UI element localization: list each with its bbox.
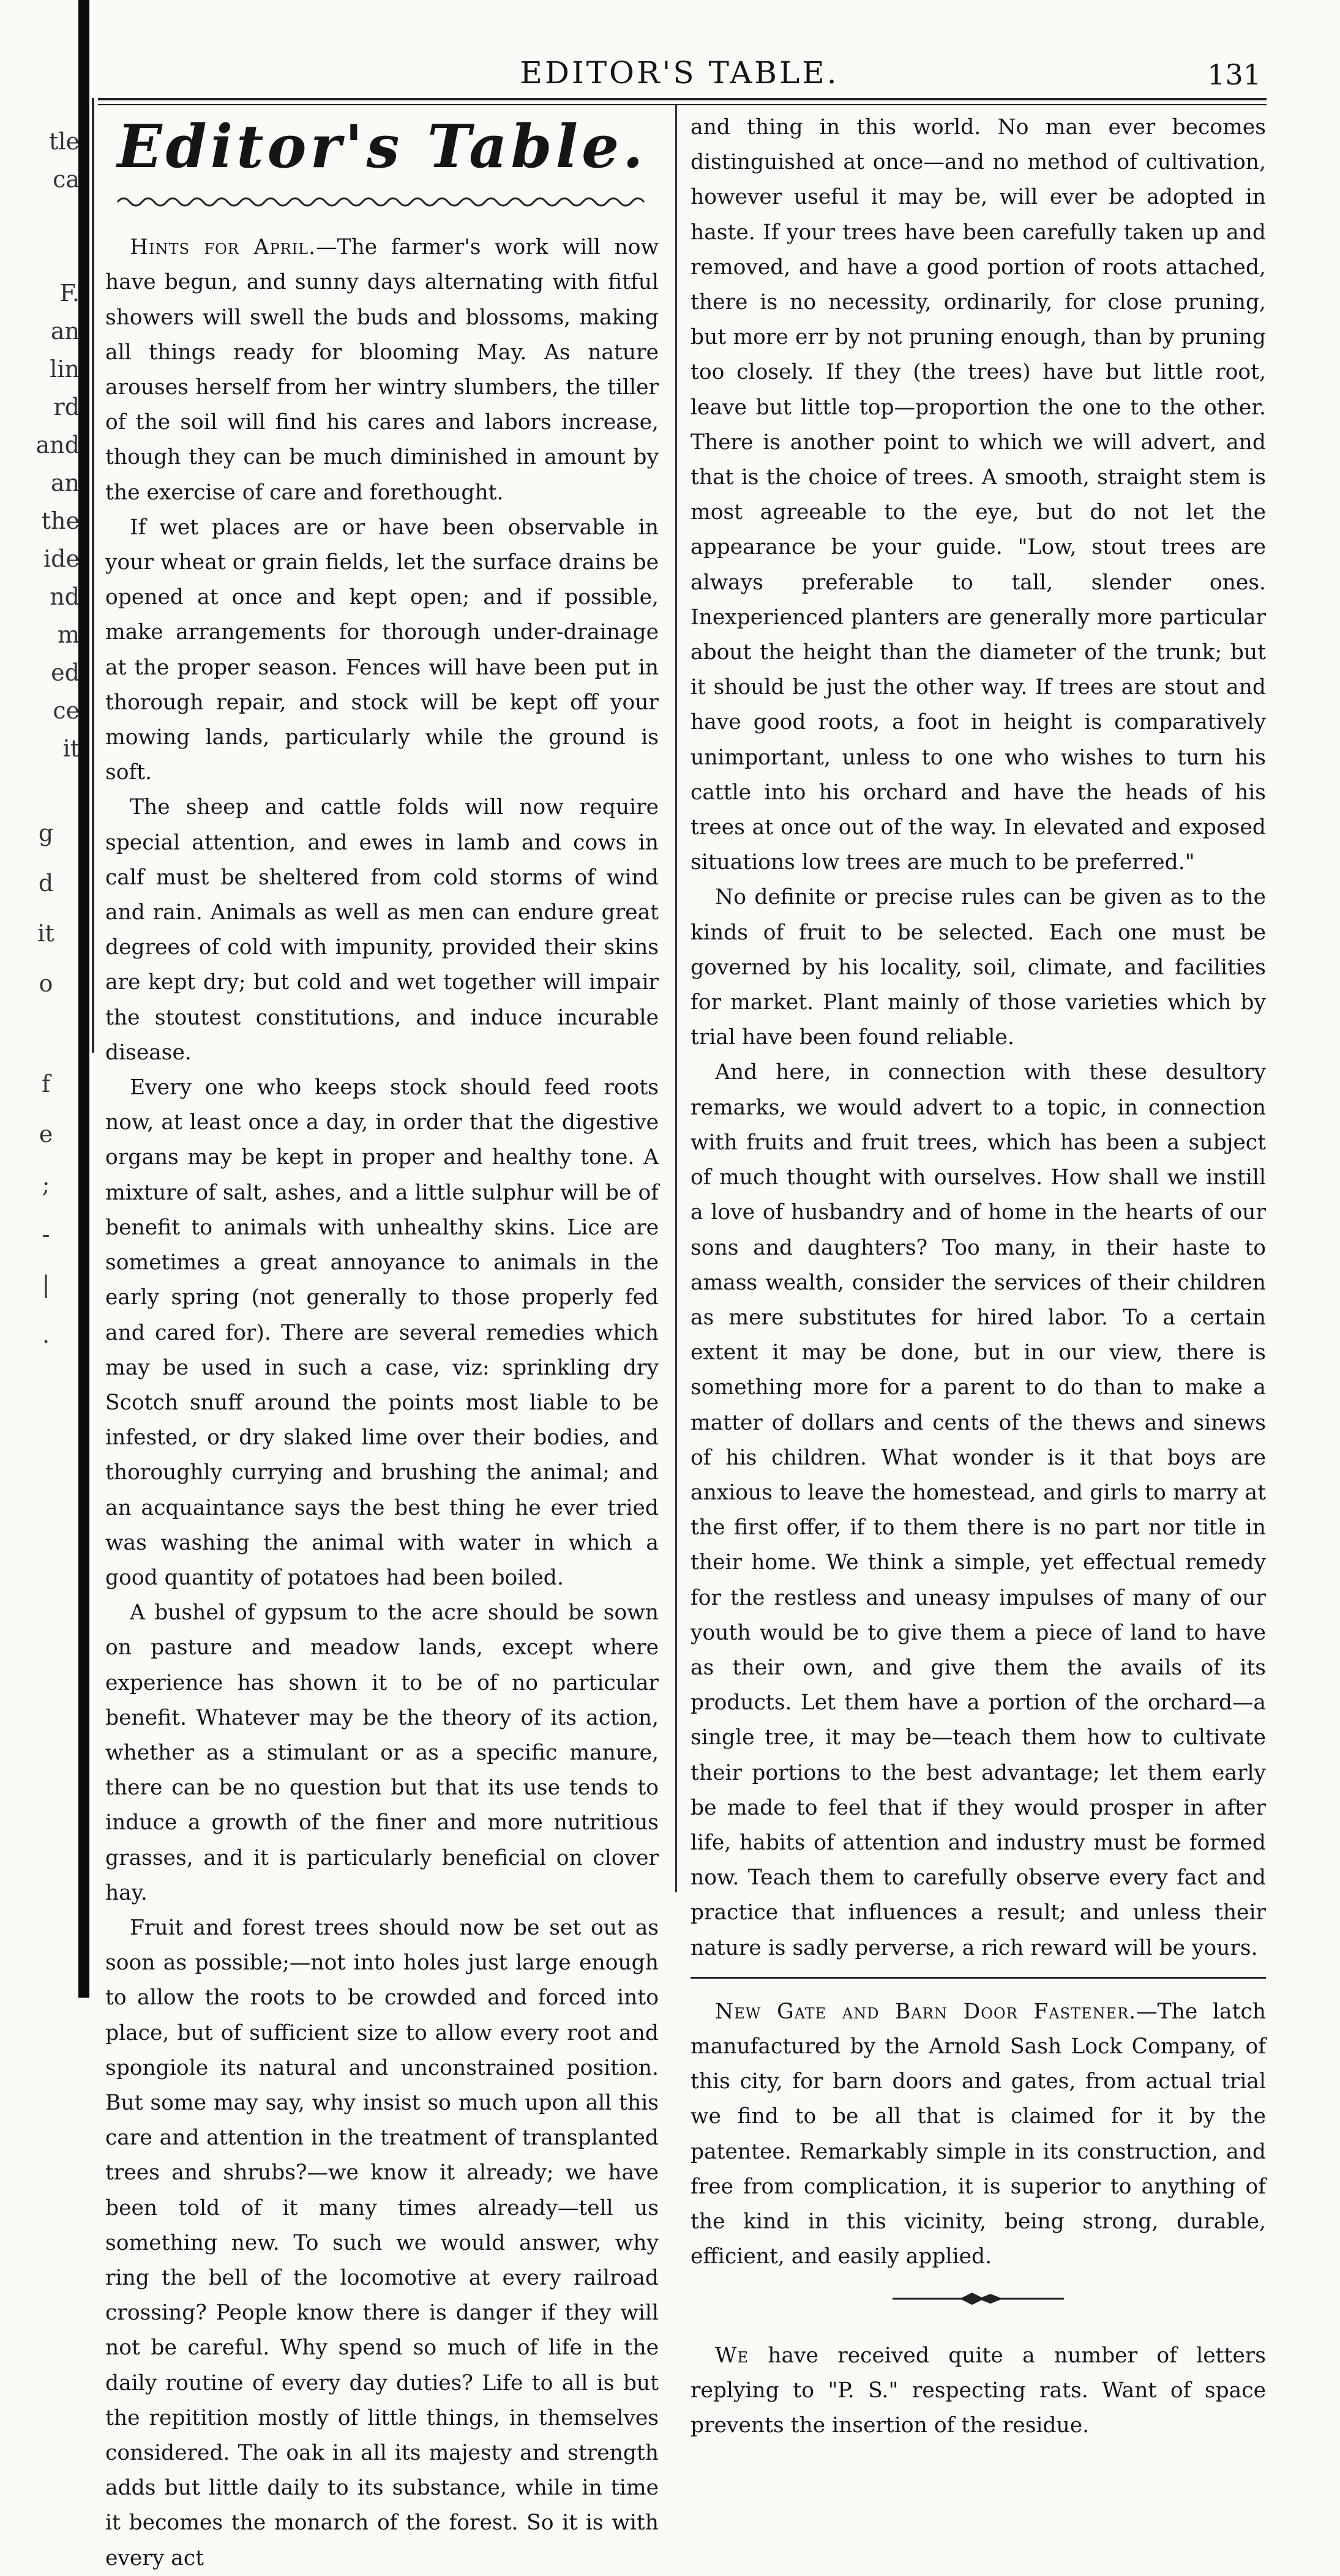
paragraph: A bushel of gypsum to the acre should be sown on pasture and meadow lands, except where experience has shown it to be of no particular benefit. Whatever may be the theory of its action, whether as a stimulant or as a specific manure, there can be no question but that its use tends to induce a growth of the finer and more nutritious grasses, and it is particularly beneficial on clover hay.	[105, 1600, 659, 1905]
page-header	[98, 24, 1261, 98]
gutter-fragment: an	[50, 469, 80, 496]
gutter-fragment: tle	[49, 128, 80, 155]
gutter-fragment: -	[42, 1221, 50, 1248]
gutter-fragment: m	[57, 621, 80, 648]
gutter-fragment: ca	[53, 166, 80, 193]
paragraph-text: —The latch manufactured by the Arnold Sash Lock Company, of this city, for barn doors and gates, from actual trial we find to be all that is claimed for it by the patentee. Remarkably simple in its construction, and free from complication, it is superior to anything of the kind in this vicinity, being strong, durable, efficient, and easily applied.	[691, 1999, 1267, 2269]
paragraph-text: —The farmer's work will now have begun, and sunny days alternating with fitful showers will swell the buds and blossoms, making all things ready for blooming May. As nature arouses herself from her wintry slumbers, the tiller of the soil will find his cares and labors increase, though they can be much diminished in amount by the exercise of care and forethought.	[105, 235, 659, 505]
paragraph: If wet places are or have been observable in your wheat or grain fields, let the surface drains be opened at once and kept open; and if possible, make arrangements for thorough under-drainage at the proper season. Fences will have been put in thorough repair, and stock will be kept off your mowing lands, particularly while the ground is soft.	[105, 515, 659, 785]
paragraph: Every one who keeps stock should feed roots now, at least once a day, in order that the digestive organs may be kept in proper and healthy tone. A mixture of salt, ashes, and a little sulphur will be of benefit to animals with unhealthy skins. Lice are sometimes a great annoyance to animals in the early spring (not generally to those properly fed and cared for). There are several remedies which may be used in such a case, viz: sprinkling dry Scotch snuff around the points most liable to be infested, or dry slaked lime over their bodies, and thoroughly currying and brushing the animal; and an acquaintance says the best thing he ever tried was washing the animal with water in which a good quantity of potatoes had been boiled.	[105, 1075, 659, 1590]
section-heading: New Gate and Barn Door Fastener.	[715, 1999, 1137, 2024]
gutter-fragment: f	[41, 1070, 51, 1097]
paragraph-gate-fastener	[691, 1995, 1266, 2275]
header-rule	[98, 98, 1267, 100]
paragraph-continued: and thing in this world. No man ever becomes distinguished at once—and no method of cultivation, however useful it may be, will ever be adopted in haste. If your trees have been carefully taken up and removed, and have a good portion of roots attached, there is no necessity, ordinarily, for close pruning, but more err by not pruning enough, than by pruning too closely. If they (the trees) have but little root, leave but little top—proportion the one to the other. There is another point to which we will advert, and that is the choice of trees. A smooth, straight stem is most agreeable to the eye, but do not let the appearance be your guide. "Low, stout trees are always preferable to tall, slender ones. Inexperienced planters are generally more particular about the height than the diameter of the trunk; but it should be just the other way. If trees are stout and have good roots, a foot in height is comparatively unimportant, unless to one who wishes to turn his cattle into his orchard and have the heads of his trees at once out of the way. In elevated and exposed situations low trees are much to be preferred."	[691, 115, 1266, 875]
gutter-fragments-bottom	[12, 808, 80, 1360]
wavy-ornament	[105, 189, 659, 213]
gutter-fragment: nd	[50, 583, 80, 610]
gutter-fragment: F.	[59, 280, 80, 307]
gutter-fragment: rd	[53, 394, 80, 420]
gutter-fragment: and	[36, 431, 80, 458]
column-divider	[675, 105, 677, 1892]
gutter-fragment: |	[42, 1271, 50, 1298]
gutter-fragments-top	[12, 122, 80, 767]
gutter-fragment: it	[62, 735, 80, 762]
ornamental-separator	[691, 2287, 1266, 2311]
paragraph: Fruit and forest trees should now be set out as soon as possible;—not into holes just large enough to allow the roots to be crowded and forced into place, but of sufficient size to allow every root and spongiole its natural and unconstrained position. But some may say, why insist so much upon all this care and attention in the treatment of transplanted trees and shrubs?—we know it already; we have been told of it many times already—tell us something new. To such we would answer, why ring the bell of the locomotive at every railroad crossing? People know there is danger if they will not be careful. Why spend so much of life in the daily routine of every day duties? Life to all is but the repitition mostly of little things, in themselves considered. The oak in all its majesty and strength adds but little daily to its substance, while in time it becomes the monarch of the forest. So it is with every act	[105, 1915, 659, 2570]
page-number: 131	[1207, 58, 1261, 91]
gutter-fragment: it	[37, 920, 54, 947]
gutter-fragment: lin	[50, 356, 80, 383]
gutter-fragment: an	[50, 318, 80, 345]
paragraph: And here, in connection with these desultory remarks, we would advert to a topic, in connection with fruits and fruit trees, which has been a subject of much thought with ourselves. How shall we instill a love of husbandry and of home in the hearts of our sons and daughters? Too many, in their haste to amass wealth, consider the services of their children as mere substitutes for hired labor. To a certain extent it may be done, but in our view, there is something more for a parent to do than to make a matter of dollars and cents of the thews and sinews of his children. What wonder is it that boys are anxious to leave the homestead, and girls to marry at the first offer, if to them there is no part nor title in their home. We think a simple, yet effectual remedy for the restless and uneasy impulses of many of our youth would be to give them a piece of land to have as their own, and give them the avails of its products. Let them have a portion of the orchard—a single tree, it may be—teach them how to cultivate their portions to the best advantage; let them early be made to feel that if they would prosper in after life, habits of attention and industry must be formed now. Teach them to carefully observe every fact and practice that influences a result; and unless their nature is sadly perverse, a rich reward will be yours.	[691, 1060, 1266, 1960]
section-heading: Hints for April.	[130, 235, 316, 260]
gutter-fragment: the	[41, 507, 80, 534]
paragraph: No definite or precise rules can be given as to the kinds of fruit to be selected. Each one must be governed by his locality, soil, climate, and facilities for market. Plant mainly of those varieties which by trial have been found reliable.	[691, 885, 1266, 1050]
binding-gutter	[78, 0, 89, 1998]
right-column	[691, 110, 1266, 2443]
gutter-fragment	[12, 236, 80, 274]
gutter-fragment: o	[39, 970, 53, 997]
gutter-fragment: .	[42, 1321, 50, 1348]
masthead-title: Editor's Table.	[117, 112, 647, 181]
gutter-fragment: g	[38, 819, 54, 846]
paragraph-letters-note	[691, 2339, 1266, 2444]
left-column	[105, 110, 659, 2576]
gutter-fragment: ;	[42, 1171, 50, 1198]
gutter-rule	[92, 98, 94, 1053]
gutter-fragment: e	[39, 1121, 53, 1148]
running-title: EDITOR'S TABLE.	[520, 55, 839, 91]
gutter-fragment	[12, 1009, 80, 1059]
header-rule-thin	[98, 104, 1267, 105]
gutter-fragment: d	[38, 870, 54, 897]
paragraph-text: have received quite a number of letters replying to "P. S." respecting rats. Want of space prevents the insertion of the residue.	[691, 2343, 1266, 2438]
gutter-fragment: ce	[53, 697, 80, 724]
gutter-fragment	[12, 198, 80, 236]
paragraph-hints-for-april	[105, 230, 659, 510]
gutter-fragment: ed	[51, 659, 80, 686]
section-rule	[691, 1977, 1266, 1979]
paragraph: The sheep and cattle folds will now require special attention, and ewes in lamb and cows in calf must be sheltered from cold storms of wind and rain. Animals as well as men can endure great degrees of cold with impunity, provided their skins are kept dry; but cold and wet together will impair the stoutest constitutions, and induce incurable disease.	[105, 795, 659, 1065]
gutter-fragment: ide	[43, 545, 80, 572]
lead-word: We	[715, 2343, 749, 2368]
